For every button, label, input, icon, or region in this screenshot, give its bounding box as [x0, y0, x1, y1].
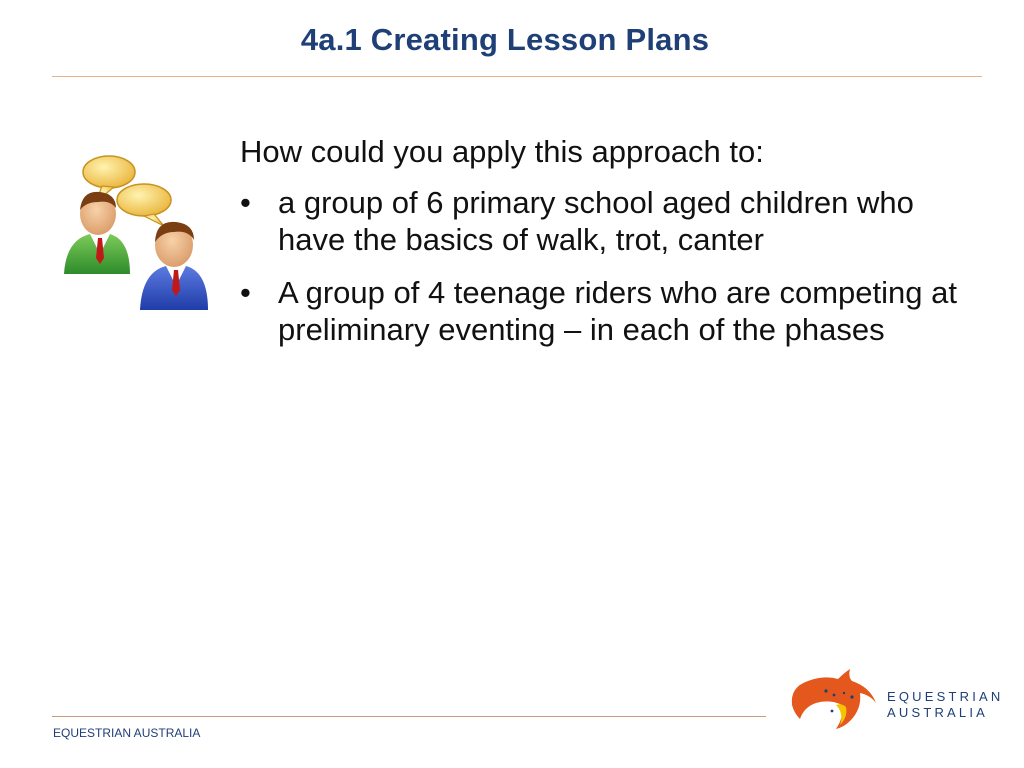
slide-title: 4a.1 Creating Lesson Plans	[300, 22, 710, 57]
bullet-item	[240, 184, 970, 258]
logo-line-2: AUSTRALIA	[887, 705, 989, 720]
footer-divider	[52, 716, 766, 717]
two-people-talking-icon	[52, 150, 232, 320]
bullet-text: A group of 4 teenage riders who are competing at preliminary eventing – in each of the phases	[278, 275, 957, 347]
bullet-text: a group of 6 primary school aged children who have the basics of walk, trot, canter	[278, 185, 914, 257]
intro-text: How could you apply this approach to:	[240, 134, 764, 169]
equestrian-australia-logo-icon	[786, 665, 886, 735]
logo-line-1: EQUESTRIAN	[887, 689, 1004, 704]
bullet-marker: •	[240, 185, 251, 220]
bullet-marker: •	[240, 275, 251, 310]
bullet-list	[240, 184, 970, 348]
footer-org-name: EQUESTRIAN AUSTRALIA	[53, 726, 201, 740]
bullet-item	[240, 274, 970, 348]
slide-content	[240, 133, 970, 364]
logo-wordmark	[887, 689, 1004, 721]
person-blue-icon	[140, 222, 208, 310]
equestrian-australia-logo	[786, 665, 1004, 735]
title-divider	[52, 76, 982, 77]
